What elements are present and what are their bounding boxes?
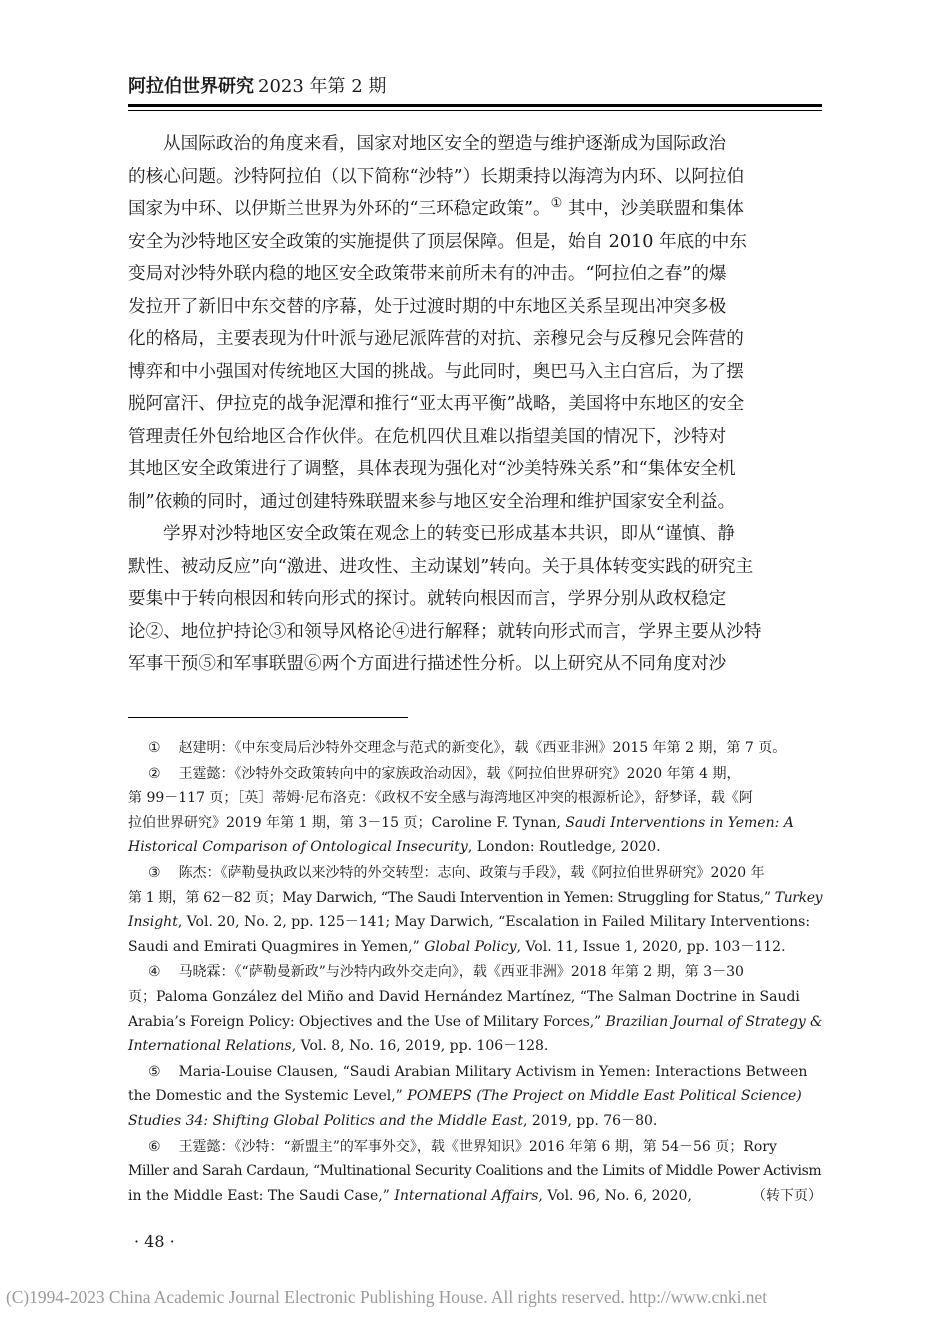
text-line: 要集中于转向根因和转向形式的探讨。就转向根因而言，学界分别从政权稳定 (128, 589, 727, 609)
footnote-ref[interactable]: ⑥ (303, 654, 322, 674)
footnote-4: ④ 马晓霖：《“萨勒曼新政”与沙特内政外交走向》，载《西亚非洲》2018 年第 2 期，第 3－30 页；Paloma González del Miño and David Hernández Martínez, “The Salman Doctrine in Saudi Arabia’s Foreign Policy: Objectives and the Use of Military Forces,” Brazilian Journal of Strategy & International Relations, Vol. 8, No. 16, 2019, pp. 106－128. (128, 964, 823, 1055)
text-line: 管理责任外包给地区合作伙伴。在危机四伏且难以指望美国的情况下，沙特对 (128, 426, 727, 447)
footnote-marker: ③ (148, 864, 161, 881)
text-line: 其地区安全政策进行了调整，具体表现为强化对“沙美特殊关系”和“集体安全机 (128, 459, 736, 479)
copyright-notice: (C)1994-2023 China Academic Journal Electronic Publishing House. All rights reserved. http://www.cnki.net (6, 1287, 768, 1307)
text-line: 论②、地位护持论③和领导风格论④进行解释；就转向形式而言，学界主要从沙特 (128, 621, 762, 642)
text-line: 化的格局，主要表现为什叶派与逊尼派阵营的对抗、亲穆兄会与反穆兄会阵营的 (128, 329, 744, 349)
footnote-ref[interactable]: ④ (391, 621, 410, 642)
footnote-marker: ⑤ (148, 1063, 161, 1080)
paragraph-1 (128, 128, 822, 518)
footnote-marker: ② (148, 765, 161, 782)
footnote-1: ① 赵建明：《中东变局后沙特外交理念与范式的新变化》，载《西亚非洲》2015 年第 2 期，第 7 页。 (148, 740, 787, 756)
text-line: 安全为沙特地区安全政策的实施提供了顶层保障。但是，始自 2010 年底的中东 (128, 231, 747, 252)
text-line: 的核心问题。沙特阿拉伯（以下简称“沙特”）长期秉持以海湾为内环、以阿拉伯 (128, 166, 745, 187)
text-line: 脱阿富汗、伊拉克的战争泥潭和推行“亚太再平衡”战略，美国将中东地区的安全 (128, 394, 745, 414)
main-text (128, 128, 822, 681)
paragraph-2 (128, 518, 822, 681)
footnote-marker: ① (148, 740, 161, 756)
journal-title: 阿拉伯世界研究 (128, 76, 254, 97)
text-line: 制”依赖的同时，通过创建特殊联盟来参与地区安全治理和维护国家安全利益。 (128, 491, 736, 512)
footnote-ref[interactable]: ⑤ (198, 654, 216, 674)
header-rule-thick (128, 104, 822, 107)
page-number: · 48 · (134, 1232, 175, 1251)
footnote-marker: ④ (148, 964, 161, 981)
footnote-separator (128, 717, 408, 718)
issue-number: 2023 年第 2 期 (258, 76, 387, 97)
text-line: 学界对沙特地区安全政策在观念上的转变已形成基本共识，即从“谨慎、静 (163, 524, 735, 544)
footnote-6: ⑥ 王霆懿：《沙特：“新盟主”的军事外交》，载《世界知识》2016 年第 6 期，第 54－56 页；Rory Miller and Sarah Cardaun, “Multinational Security Coalitions and the Limits of Middle Power Activism in the Middle East: The Saudi Case,” International Affairs, Vol. 96, No. 6, 2020, （转下页） (128, 1135, 822, 1209)
footnote-ref[interactable]: ① (550, 196, 563, 212)
running-header (128, 72, 386, 98)
continued-note: （转下页） (752, 1187, 822, 1204)
text-line: 军事干预⑤和军事联盟⑥两个方面进行描述性分析。以上研究从不同角度对沙 (128, 654, 727, 674)
footnote-5: ⑤ Maria-Louise Clausen, “Saudi Arabian Military Activism in Yemen: Interactions Between the Domestic and the Systemic Level,” POMEPS (The Project on Middle East Political Science) Studies 34: Shifting Global Politics and the Middle East, 2019, pp. 76－80. (128, 1063, 808, 1129)
footnote-ref[interactable]: ③ (268, 621, 287, 642)
text-line: 默性、被动反应”向“激进、进攻性、主动谋划”转向。关于具体转变实践的研究主 (128, 556, 754, 577)
footnote-2: ② 王霆懿：《沙特外交政策转向中的家族政治动因》，载《阿拉伯世界研究》2020 年第 4 期， 第 99－117 页；［英］蒂姆·尼布洛克：《政权不安全感与海湾地区冲突的根源析论》，舒梦译，载《阿 拉伯世界研究》2019 年第 1 期，第 3－15 页；Caroline F. Tynan, Saudi Interventions in Yemen: A Historical Comparison of Ontological Insecurity, London: Routledge, 2020. (128, 765, 794, 856)
text-line: 发拉开了新旧中东交替的序幕，处于过渡时期的中东地区关系呈现出冲突多极 (128, 296, 727, 317)
footnote-marker: ⑥ (148, 1138, 161, 1155)
footnotes (128, 736, 822, 1209)
text-line: 变局对沙特外联内稳的地区安全政策带来前所未有的冲击。“阿拉伯之春”的爆 (128, 264, 727, 284)
text-line: 博弈和中小强国对传统地区大国的挑战。与此同时，奥巴马入主白宫后，为了摆 (128, 361, 744, 382)
text-line: 国家为中环、以伊斯兰世界为外环的“三环稳定政策”。① 其中，沙美联盟和集体 (128, 196, 744, 219)
text-line: 从国际政治的角度来看，国家对地区安全的塑造与维护逐渐成为国际政治 (163, 134, 727, 154)
header-rule-thin (128, 110, 822, 111)
footnote-3: ③ 陈杰：《萨勒曼执政以来沙特的外交转型：志向、政策与手段》，载《阿拉伯世界研究》2020 年 第 1 期，第 62－82 页；May Darwich, “The Saudi Intervention in Yemen: Struggling for Status,” Turkey Insight, Vol. 20, No. 2, pp. 125－141; May Darwich, “Escalation in Failed Military Interventions: Saudi and Emirati Quagmires in Yemen,” Global Policy, Vol. 11, Issue 1, 2020, pp. 103－112. (128, 864, 823, 955)
footnote-ref[interactable]: ② (145, 621, 164, 642)
